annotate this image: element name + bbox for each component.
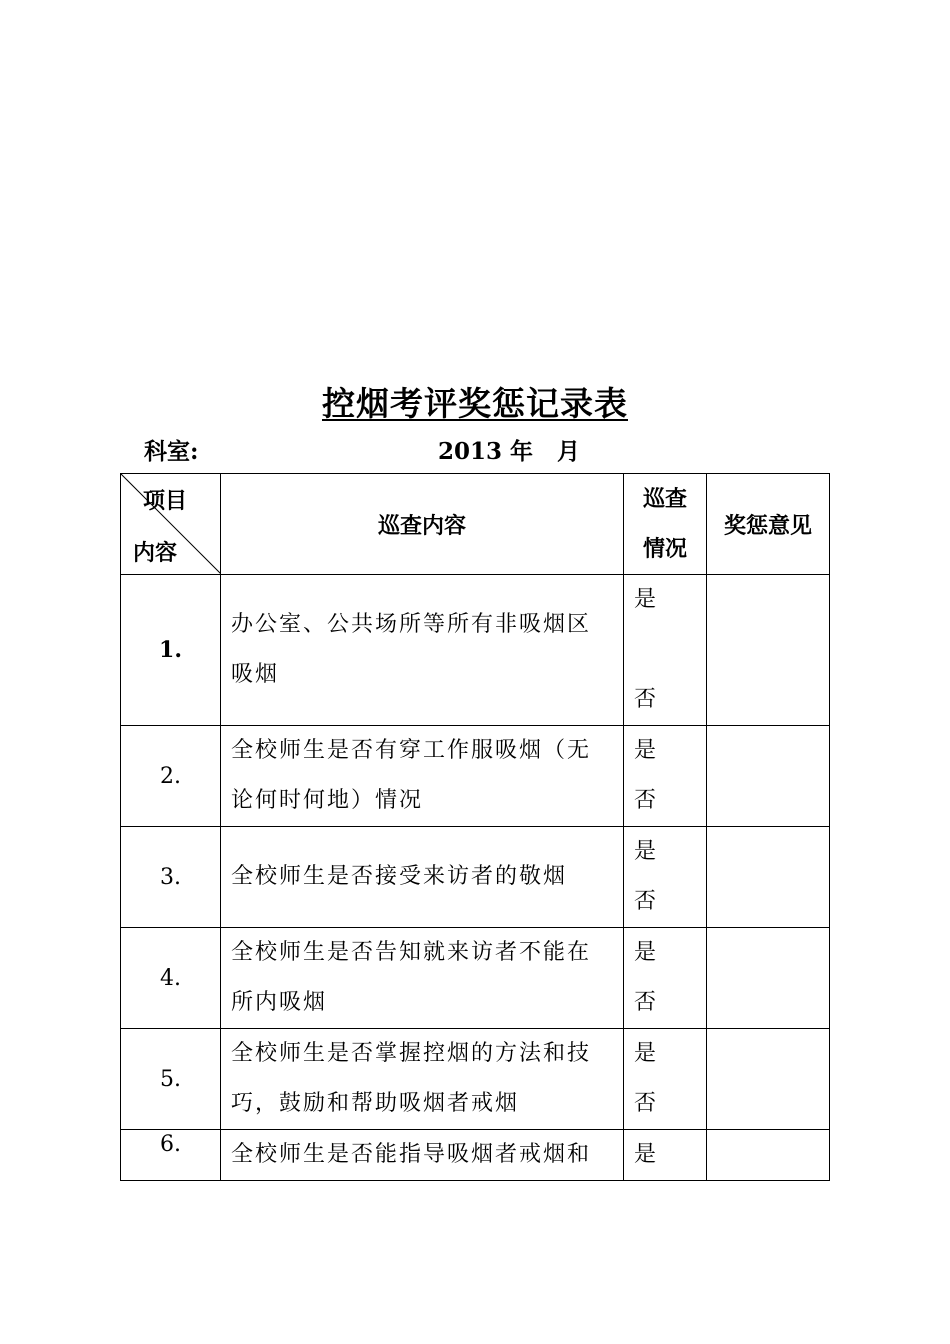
- page-title: 控烟考评奖惩记录表: [322, 384, 628, 423]
- no-option[interactable]: 否: [634, 990, 657, 1015]
- yes-option[interactable]: 是: [634, 1142, 657, 1167]
- opinion-cell[interactable]: [707, 575, 830, 726]
- no-option[interactable]: 否: [634, 1091, 657, 1116]
- record-table: [120, 473, 830, 1181]
- no-option[interactable]: 否: [634, 788, 657, 813]
- row-content: 办公室、公共场所等所有非吸烟区吸烟: [221, 575, 624, 726]
- table-row: [121, 1130, 830, 1181]
- yes-option[interactable]: 是: [634, 738, 657, 763]
- opinion-cell[interactable]: [707, 1029, 830, 1130]
- check-cell[interactable]: [624, 1130, 707, 1181]
- opinion-cell[interactable]: [707, 827, 830, 928]
- row-number: 2.: [121, 726, 221, 827]
- header-row: [121, 474, 830, 575]
- yes-option[interactable]: 是: [634, 587, 657, 612]
- check-cell[interactable]: [624, 827, 707, 928]
- check-cell[interactable]: [624, 928, 707, 1029]
- table-row: [121, 928, 830, 1029]
- department-label: 科室:: [144, 438, 199, 465]
- diagonal-header-cell: [121, 474, 221, 575]
- row-number: 3.: [121, 827, 221, 928]
- row-content: 全校师生是否告知就来访者不能在所内吸烟: [221, 928, 624, 1029]
- yes-option[interactable]: 是: [634, 1041, 657, 1066]
- content-header: 巡查内容: [221, 474, 624, 575]
- row-content: 全校师生是否接受来访者的敬烟: [221, 827, 624, 928]
- check-header: [624, 474, 707, 575]
- no-option[interactable]: 否: [634, 889, 657, 914]
- check-header-line1: 巡查: [642, 486, 687, 512]
- opinion-cell[interactable]: [707, 726, 830, 827]
- row-number: 5.: [121, 1029, 221, 1130]
- date-label: 2013 年 月: [438, 438, 581, 465]
- opinion-cell[interactable]: [707, 928, 830, 1029]
- opinion-cell[interactable]: [707, 1130, 830, 1181]
- content-header-sub: 内容: [133, 540, 178, 566]
- table-row: [121, 575, 830, 726]
- table-row: [121, 1029, 830, 1130]
- table-row: [121, 726, 830, 827]
- item-header: 项目: [143, 488, 188, 514]
- row-number: 4.: [121, 928, 221, 1029]
- opinion-header: 奖惩意见: [707, 474, 830, 575]
- row-content: 全校师生是否掌握控烟的方法和技巧，鼓励和帮助吸烟者戒烟: [221, 1029, 624, 1130]
- row-number: 6.: [121, 1130, 221, 1181]
- check-header-line2: 情况: [642, 536, 687, 562]
- row-content: 全校师生是否有穿工作服吸烟（无论何时何地）情况: [221, 726, 624, 827]
- check-cell[interactable]: [624, 726, 707, 827]
- check-cell[interactable]: [624, 1029, 707, 1130]
- no-option[interactable]: 否: [634, 687, 657, 712]
- yes-option[interactable]: 是: [634, 839, 657, 864]
- yes-option[interactable]: 是: [634, 940, 657, 965]
- table-row: [121, 827, 830, 928]
- row-number: 1.: [121, 575, 221, 726]
- row-content: 全校师生是否能指导吸烟者戒烟和: [221, 1130, 624, 1181]
- check-cell[interactable]: [624, 575, 707, 726]
